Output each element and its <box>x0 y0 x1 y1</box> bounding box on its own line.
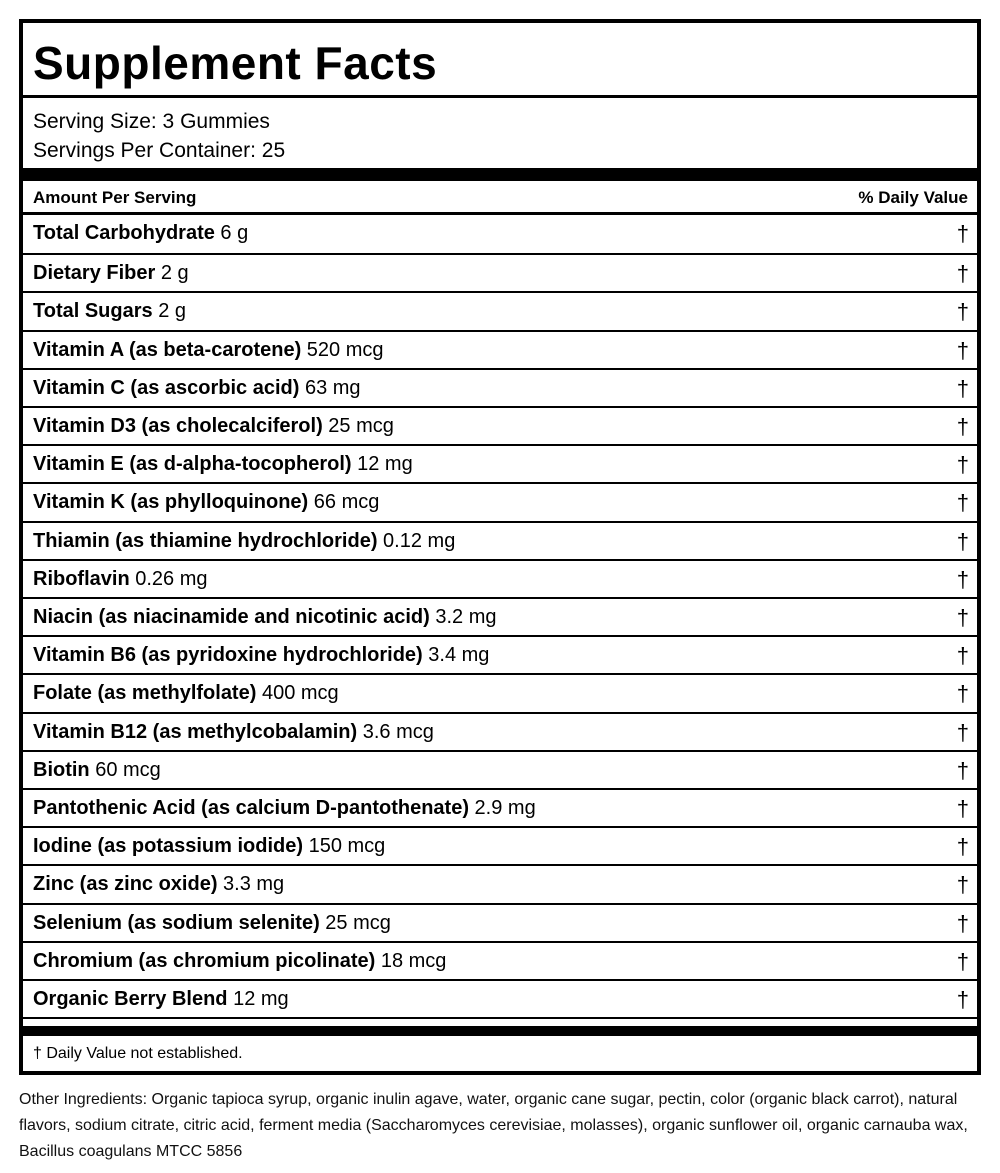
daily-value-dagger: † <box>956 834 969 860</box>
nutrient-name: Vitamin A (as beta-carotene) <box>33 338 302 361</box>
nutrient-name: Selenium (as sodium selenite) <box>33 911 320 934</box>
nutrient-text <box>33 981 289 1017</box>
nutrient-name: Riboflavin <box>33 567 130 590</box>
nutrient-text <box>33 637 489 673</box>
daily-value-header: % Daily Value <box>858 188 968 207</box>
nutrient-row <box>23 673 977 711</box>
nutrient-amount: 3.3 mg <box>217 873 285 896</box>
nutrient-name: Biotin <box>33 758 90 781</box>
nutrient-row <box>23 215 977 253</box>
nutrient-name: Pantothenic Acid (as calcium D-pantothenate) <box>33 797 469 819</box>
serving-size: Serving Size: 3 Gummies <box>33 110 270 133</box>
nutrient-amount: 25 mcg <box>319 911 391 934</box>
daily-value-dagger: † <box>956 528 969 554</box>
nutrient-text <box>33 943 446 979</box>
nutrient-row <box>23 368 977 406</box>
daily-value-dagger: † <box>956 566 969 592</box>
nutrient-name: Chromium (as chromium picolinate) <box>33 949 376 972</box>
daily-value-dagger: † <box>956 490 969 516</box>
daily-value-dagger: † <box>956 261 969 287</box>
nutrient-name: Zinc (as zinc oxide) <box>33 873 218 896</box>
nutrient-name: Vitamin K (as phylloquinone) <box>33 491 309 514</box>
daily-value-dagger: † <box>956 987 969 1012</box>
nutrient-name: Total Carbohydrate <box>33 222 215 244</box>
nutrient-text <box>33 332 384 368</box>
nutrient-row <box>23 330 977 368</box>
nutrient-name: Folate (as methylfolate) <box>33 682 257 705</box>
nutrient-text <box>33 446 413 482</box>
nutrient-row <box>23 253 977 291</box>
nutrient-name: Vitamin B12 (as methylcobalamin) <box>33 720 358 743</box>
serving-info <box>33 107 285 165</box>
nutrient-name: Vitamin B6 (as pyridoxine hydrochloride) <box>33 644 423 667</box>
nutrient-amount: 2 g <box>152 300 187 323</box>
divider-thick-bottom <box>23 1026 977 1036</box>
column-header <box>23 181 977 215</box>
nutrient-text <box>33 752 161 788</box>
nutrient-row <box>23 750 977 788</box>
nutrient-text <box>33 866 284 902</box>
nutrient-row <box>23 941 977 979</box>
nutrient-row <box>23 826 977 864</box>
nutrient-amount: 3.6 mcg <box>357 720 434 743</box>
nutrient-row <box>23 597 977 635</box>
nutrient-row <box>23 788 977 826</box>
nutrient-amount: 6 g <box>214 222 249 244</box>
nutrient-name: Iodine (as potassium iodide) <box>33 835 304 858</box>
nutrient-text <box>33 408 394 444</box>
divider-thick <box>23 168 977 181</box>
nutrient-text <box>33 675 339 711</box>
nutrient-amount: 150 mcg <box>303 835 386 858</box>
nutrient-text <box>33 255 189 291</box>
nutrient-text <box>33 905 391 941</box>
nutrient-text <box>33 714 434 750</box>
daily-value-dagger: † <box>956 910 969 936</box>
nutrient-name: Organic Berry Blend <box>33 988 228 1010</box>
nutrient-text <box>33 561 208 597</box>
daily-value-dagger: † <box>956 299 969 325</box>
daily-value-dagger: † <box>956 719 969 745</box>
nutrient-text <box>33 293 186 329</box>
nutrient-amount: 2 g <box>155 262 189 285</box>
daily-value-dagger: † <box>956 375 969 401</box>
nutrient-amount: 3.4 mg <box>422 644 490 667</box>
nutrient-row <box>23 979 977 1017</box>
nutrient-name: Thiamin (as thiamine hydrochloride) <box>33 529 378 552</box>
daily-value-dagger: † <box>956 948 969 974</box>
daily-value-dagger: † <box>956 414 969 439</box>
daily-value-dagger: † <box>956 221 969 246</box>
nutrient-amount: 400 mcg <box>256 682 339 705</box>
daily-value-dagger: † <box>956 796 969 821</box>
nutrient-row <box>23 406 977 444</box>
nutrient-amount: 520 mcg <box>301 338 384 361</box>
nutrient-row <box>23 559 977 597</box>
daily-value-dagger: † <box>956 872 969 898</box>
supplement-facts-panel <box>19 19 981 1075</box>
nutrient-row <box>23 444 977 482</box>
nutrient-amount: 12 mg <box>351 453 413 476</box>
divider-end <box>23 1017 977 1019</box>
nutrient-amount: 60 mcg <box>89 758 161 781</box>
nutrient-name: Vitamin C (as ascorbic acid) <box>33 376 300 399</box>
nutrient-amount: 66 mcg <box>308 491 380 514</box>
daily-value-footnote: † Daily Value not established. <box>33 1045 243 1062</box>
nutrient-amount: 63 mg <box>299 376 361 399</box>
nutrient-text <box>33 484 379 520</box>
nutrient-row <box>23 521 977 559</box>
divider-thin <box>23 95 977 98</box>
nutrient-amount: 25 mcg <box>322 415 394 437</box>
nutrient-text <box>33 523 455 559</box>
nutrient-row <box>23 291 977 329</box>
nutrient-row <box>23 903 977 941</box>
nutrient-amount: 12 mg <box>227 988 289 1010</box>
nutrient-name: Vitamin E (as d-alpha-tocopherol) <box>33 453 352 476</box>
nutrient-text <box>33 370 361 406</box>
nutrient-amount: 0.26 mg <box>129 567 208 590</box>
daily-value-dagger: † <box>956 643 969 669</box>
nutrient-amount: 3.2 mg <box>429 606 497 628</box>
amount-per-serving-header: Amount Per Serving <box>33 188 197 207</box>
nutrient-text <box>33 215 248 251</box>
nutrient-row <box>23 712 977 750</box>
daily-value-dagger: † <box>956 605 969 630</box>
nutrient-row <box>23 482 977 520</box>
nutrient-amount: 18 mcg <box>375 949 447 972</box>
daily-value-dagger: † <box>956 337 969 363</box>
nutrient-amount: 2.9 mg <box>469 797 536 819</box>
daily-value-dagger: † <box>956 681 969 707</box>
nutrient-text <box>33 790 536 826</box>
nutrient-amount: 0.12 mg <box>377 529 456 552</box>
panel-title: Supplement Facts <box>33 37 438 89</box>
other-ingredients: Other Ingredients: Organic tapioca syrup, organic inulin agave, water, organic cane sugar, pectin, color (organic black carrot), natural flavors, sodium citrate, citric acid, ferment media (Saccharomyces cerevisiae, molasses), organic sunflower oil, organic carnauba wax, Bacillus coagulans MTCC 5856 <box>19 1091 968 1160</box>
nutrient-text <box>33 828 385 864</box>
nutrient-row <box>23 864 977 902</box>
nutrient-row <box>23 635 977 673</box>
nutrient-name: Niacin (as niacinamide and nicotinic acid) <box>33 606 430 628</box>
nutrient-name: Vitamin D3 (as cholecalciferol) <box>33 415 323 437</box>
nutrient-name: Dietary Fiber <box>33 262 156 285</box>
servings-per-container: Servings Per Container: 25 <box>33 139 286 162</box>
nutrient-name: Total Sugars <box>33 300 153 323</box>
nutrient-text <box>33 599 496 635</box>
daily-value-dagger: † <box>956 757 969 783</box>
daily-value-dagger: † <box>956 452 969 478</box>
